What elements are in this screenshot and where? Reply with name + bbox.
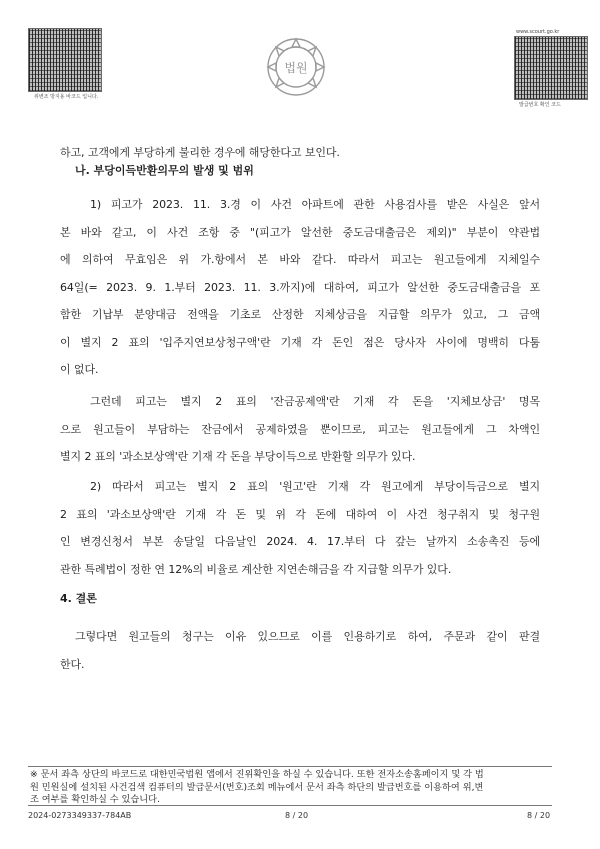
left-barcode-caption: 위변조 방지용 바코드 입니다.: [34, 94, 99, 100]
notice-line: 원 민원실에 설치된 사건검색 컴퓨터의 발급문서(번호)조회 메뉴에서 문서 좌측 하단의 발급번호를 이용하여 위,변: [30, 781, 484, 793]
paragraph-3: [60, 473, 540, 583]
body-line: 이 별지 2 표의 '입주지연보상청구액'란 기재 각 돈인 점은 당사자 사이에 명백히 다툼: [60, 335, 540, 349]
authenticity-barcode: [28, 28, 102, 92]
notice-line: 조 여부를 확인하실 수 있습니다.: [30, 794, 160, 805]
notice-line: ※ 문서 좌측 상단의 바코드로 대한민국법원 앱에서 진위확인을 하실 수 있습니다. 또한 전자소송홈페이지 및 각 법: [30, 769, 484, 780]
conclusion: [60, 623, 540, 678]
issuance-number: 2024-0273349337-784AB: [28, 811, 132, 820]
body-line: 2 표의 '과소보상액'란 기재 각 돈 및 위 각 돈에 대하여 이 사건 청구취지 및 청구원: [60, 507, 540, 521]
body-line: 인 변경신청서 부본 송달일 다음날인 2024. 4. 17.부터 다 갚는 날까지 소송촉진 등에: [60, 535, 540, 548]
body-line: 하고, 고객에게 부당하게 불리한 경우에 해당한다고 보인다.: [60, 146, 340, 159]
body-line: 2) 따라서 피고는 별지 2 표의 '원고'란 기재 각 원고에게 부당이득금으로 별지: [90, 480, 540, 493]
right-barcode-url: www.scourt.go.kr: [516, 29, 560, 35]
verification-notice: [28, 766, 552, 806]
page-number-center: 8 / 20: [285, 811, 309, 820]
seal-text: 법원: [284, 61, 308, 75]
section-heading-na: 나. 부당이득반환의무의 발생 및 범위: [75, 164, 254, 177]
page-number-right: 8 / 20: [527, 811, 551, 820]
body-line: 관한 특례법이 정한 연 12%의 비율로 계산한 지연손해금을 각 지급할 의무가 있다.: [60, 562, 452, 576]
body-line: 본 바와 같고, 이 사건 조항 중 "(피고가 알선한 중도금대출금은 제외)" 부분이 약관법: [60, 225, 540, 239]
section-heading-4: 4. 결론: [60, 592, 97, 605]
paragraph-1: [60, 191, 540, 384]
body-line: 으로 원고들이 부담하는 잔금에서 공제하였을 뿐이므로, 피고는 원고들에게 그 차액인: [60, 422, 540, 436]
body-line: 1) 피고가 2023. 11. 3.경 이 사건 아파트에 관한 사용검사를 받은 사실은 앞서: [90, 198, 540, 211]
paragraph-2: [60, 388, 540, 471]
court-seal-icon: [262, 34, 330, 100]
body-line: 이 없다.: [60, 363, 99, 376]
body-line: 그런데 피고는 별지 2 표의 '잔금공제액'란 기재 각 돈을 '지체보상금' 명목: [90, 395, 540, 408]
issuance-barcode: [514, 36, 588, 100]
right-barcode-caption: 발급번호 확인 코드: [519, 102, 561, 108]
body-line: 64일(= 2023. 9. 1.부터 2023. 11. 3.까지)에 대하여, 피고가 알선한 중도금대출금을 포: [60, 280, 540, 294]
body-line: 함한 기납부 분양대금 전액을 기초로 산정한 지체상금을 지급할 의무가 있고, 그 금액: [60, 308, 540, 321]
body-line: 별지 2 표의 '과소보상액'란 기재 각 돈을 부당이득으로 반환할 의무가 있다.: [60, 450, 416, 463]
body-line: 에 의하여 무효임은 위 가.항에서 본 바와 같다. 따라서 피고는 원고들에게 지체일수: [60, 253, 540, 266]
body-line: 그렇다면 원고들의 청구는 이유 있으므로 이를 인용하기로 하여, 주문과 같이 판결: [75, 630, 540, 643]
body-line: 한다.: [60, 657, 85, 671]
